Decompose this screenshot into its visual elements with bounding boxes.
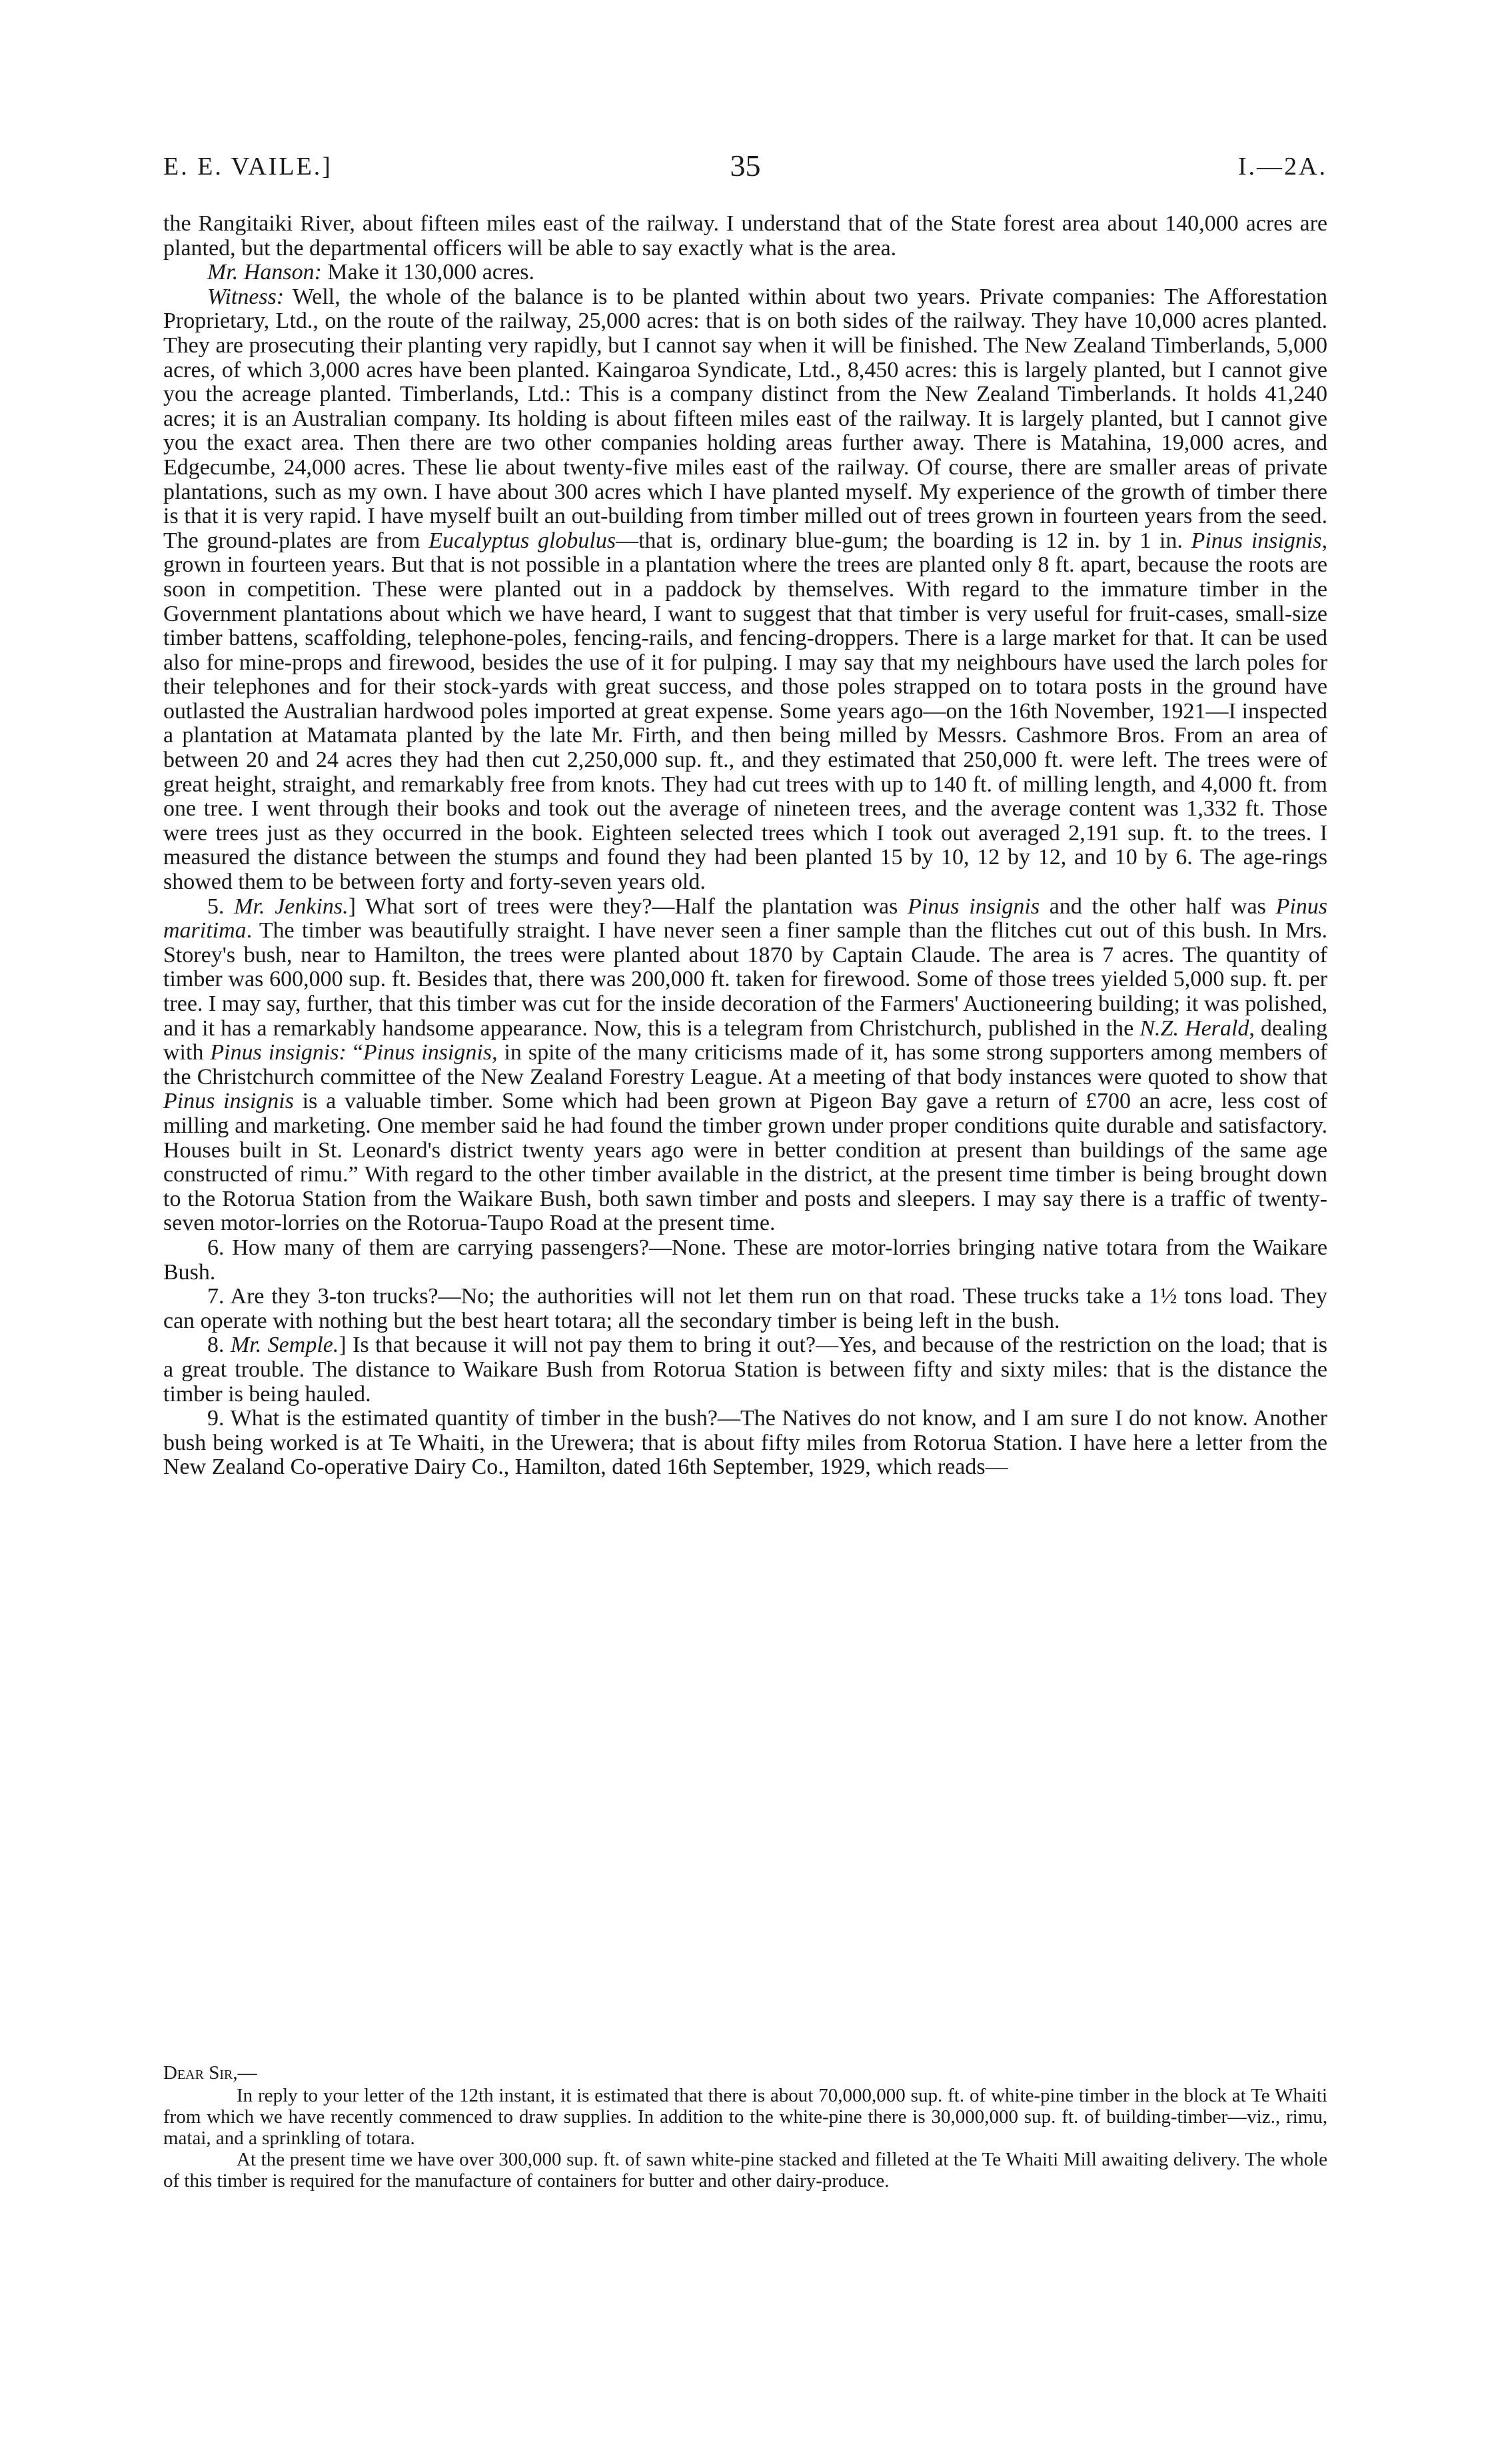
italic-text-segment: Eucalyptus globulus (428, 528, 616, 553)
body-paragraph (163, 1285, 1327, 1333)
text-segment: ] What sort of trees were they?—Half the plantation was (348, 894, 908, 919)
header-witness-name: E. E. VAILE.] (163, 153, 333, 181)
text-segment: . The timber was beautifully straight. I have never seen a finer sample than the flitches cut out of this bush. In Mrs. Storey's bush, near to Hamilton, the trees were planted about 1870 by Captain Claude. The area is 7 acres. The quantity of timber was 600,000 sup. ft. Besides that, there was 200,000 ft. taken for firewood. Some of those trees yielded 5,000 sup. ft. per tree. I may say, further, that this timber was cut for the inside decoration of the Farmers' Auctioneering building; it was polished, and it has a remarkably handsome appearance. Now, this is a telegram from Christchurch, published in the (163, 918, 1327, 1041)
letter-paragraph: In reply to your letter of the 12th instant, it is estimated that there is about 70,000,000 sup. ft. of white-pine timber in the block at Te Whaiti from which we have recently commenced to draw supplies. In addition to the white-pine there is 30,000,000 sup. ft. of building-timber—viz., rimu, matai, and a sprinkling of totara. (163, 2085, 1327, 2149)
text-segment: , in spite of the many criticisms made of it, has some strong supporters among members of the Christchurch committee of the New Zealand Forestry League. At a meeting of that body instances were quoted to show that (163, 1040, 1328, 1089)
text-segment: 7. Are they 3-ton trucks?—No; the authorities will not let them run on that road. These trucks take a 1½ tons load. They can operate with nothing but the best heart totara; all the secondary timber is being left in the bush. (163, 1284, 1327, 1333)
italic-text-segment: N.Z. Herald (1139, 1015, 1249, 1041)
text-segment: Make it 130,000 acres. (321, 260, 535, 285)
text-segment: , dealing with (163, 1015, 1327, 1065)
body-paragraph (163, 212, 1327, 261)
italic-text-segment: Pinus insignis (363, 1040, 492, 1065)
italic-text-segment: Mr. Jenkins. (234, 894, 349, 919)
body-paragraph (163, 285, 1327, 895)
quoted-letter (163, 2062, 1327, 2191)
italic-text-segment: Mr. Semple. (230, 1333, 339, 1358)
page-header (163, 149, 1327, 192)
body-paragraph (163, 1407, 1327, 1480)
header-document-reference: I.—2A. (1237, 153, 1327, 181)
text-segment: , grown in fourteen years. But that is not possible in a plantation where the trees are planted only 8 ft. apart, because the roots are soon in competition. These were planted out in a paddock by themselves. With regard to the immature timber in the Government plantations about which we have heard, I want to suggest that that timber is very useful for fruit-cases, small-size timber battens, scaffolding, telephone-poles, fencing-rails, and fencing-droppers. There is a large market for that. It can be used also for mine-props and firewood, besides the use of it for pulping. I may say that my neighbours have used the larch poles for their telephones and for their stock-yards with great success, and those poles strapped on to totara posts in the ground have outlasted the Australian hardwood poles imported at great expense. Some years ago—on the 16th November, 1921—I inspected a plantation at Matamata planted by the late Mr. Firth, and then being milled by Messrs. Cashmore Bros. From an area of between 20 and 24 acres they had then cut 2,250,000 sup. ft., and they estimated that 250,000 ft. were left. The trees were of great height, straight, and remarkably free from knots. They had cut trees with up to 140 ft. of milling length, and 4,000 ft. from one tree. I went through their books and took out the average of nineteen trees, and the average content was 1,332 ft. Those were trees just as they occurred in the book. Eighteen selected trees which I took out averaged 2,191 sup. ft. to the trees. I measured the distance between the stumps and found they had been planted 15 by 10, 12 by 12, and 10 by 6. The age-rings showed them to be between forty and forty-seven years old. (163, 528, 1328, 895)
italic-text-segment: Pinus insignis: (210, 1040, 347, 1065)
italic-text-segment: Pinus insignis (163, 1089, 294, 1114)
letter-paragraph: At the present time we have over 300,000 sup. ft. of sawn white-pine stacked and filleted at the Te Whaiti Mill awaiting delivery. The whole of this timber is required for the manufacture of containers for butter and other dairy-produce. (163, 2149, 1327, 2191)
text-segment: 5. (207, 894, 235, 919)
text-segment: “ (346, 1040, 363, 1065)
italic-text-segment: Witness: (207, 284, 285, 309)
italic-text-segment: Pinus maritima (163, 894, 1327, 943)
body-paragraph (163, 895, 1327, 1236)
body-paragraph (163, 1333, 1327, 1407)
page-number: 35 (730, 149, 761, 183)
italic-text-segment: Pinus insignis (908, 894, 1040, 919)
text-segment: and the other half was (1040, 894, 1276, 919)
text-segment: ] Is that because it will not pay them to bring it out?—Yes, and because of the restriction on the load; that is a great trouble. The distance to Waikare Bush from Rotorua Station is between fifty and sixty miles: that is the distance the timber is being hauled. (163, 1333, 1328, 1407)
text-segment: 6. How many of them are carrying passengers?—None. These are motor-lorries bringing native totara from the Waikare Bush. (163, 1235, 1327, 1285)
text-segment: Well, the whole of the balance is to be planted within about two years. Private companies: The Afforestation Proprietary, Ltd., on the route of the railway, 25,000 acres: that is on both sides of the railway. They have 10,000 acres planted. They are prosecuting their planting very rapidly, but I cannot say when it will be finished. The New Zealand Timberlands, 5,000 acres, of which 3,000 acres have been planted. Kaingaroa Syndicate, Ltd., 8,450 acres: this is largely planted, but I cannot give you the acreage planted. Timberlands, Ltd.: This is a company distinct from the New Zealand Timberlands. It holds 41,240 acres; it is an Australian company. Its holding is about fifteen miles east of the railway. It is largely planted, but I cannot give you the exact area. Then there are two other companies holding areas further away. There is Matahina, 19,000 acres, and Edgecumbe, 24,000 acres. These lie about twenty-five miles east of the railway. Of course, there are smaller areas of private plantations, such as my own. I have about 300 acres which I have planted myself. My experience of the growth of timber there is that it is very rapid. I have myself built an out-building from timber milled out of trees grown in fourteen years from the seed. The ground-plates are from (163, 284, 1327, 553)
evidence-body-text (163, 212, 1327, 1480)
text-segment: —that is, ordinary blue-gum; the boarding is 12 in. by 1 in. (616, 528, 1191, 553)
text-segment: is a valuable timber. Some which had been grown at Pigeon Bay gave a return of £700 an acre, less cost of milling and marketing. One member said he had found the timber grown under proper conditions quite durable and satisfactory. Houses built in St. Leonard's district twenty years ago were in better condition at present than buildings of the same age constructed of rimu.” With regard to the other timber available in the district, at the present time timber is being brought down to the Rotorua Station from the Waikare Bush, both sawn timber and posts and sleepers. I may say there is a traffic of twenty-seven motor-lorries on the Rotorua-Taupo Road at the present time. (163, 1089, 1328, 1236)
body-paragraph (163, 1236, 1327, 1285)
text-segment: the Rangitaiki River, about fifteen miles east of the railway. I understand that of the State forest area about 140,000 acres are planted, but the departmental officers will be able to say exactly what is the area. (163, 211, 1327, 261)
letter-salutation: Dear Sir,— (163, 2062, 257, 2084)
italic-text-segment: Mr. Hanson: (207, 260, 322, 285)
italic-text-segment: Pinus insignis (1191, 528, 1322, 553)
text-segment: 9. What is the estimated quantity of timber in the bush?—The Natives do not know, and I am sure I do not know. Another bush being worked is at Te Whaiti, in the Urewera; that is about fifty miles from Rotorua Station. I have here a letter from the New Zealand Co-operative Dairy Co., Hamilton, dated 16th September, 1929, which reads— (163, 1406, 1327, 1480)
body-paragraph (163, 261, 1327, 285)
text-segment: 8. (207, 1333, 231, 1358)
